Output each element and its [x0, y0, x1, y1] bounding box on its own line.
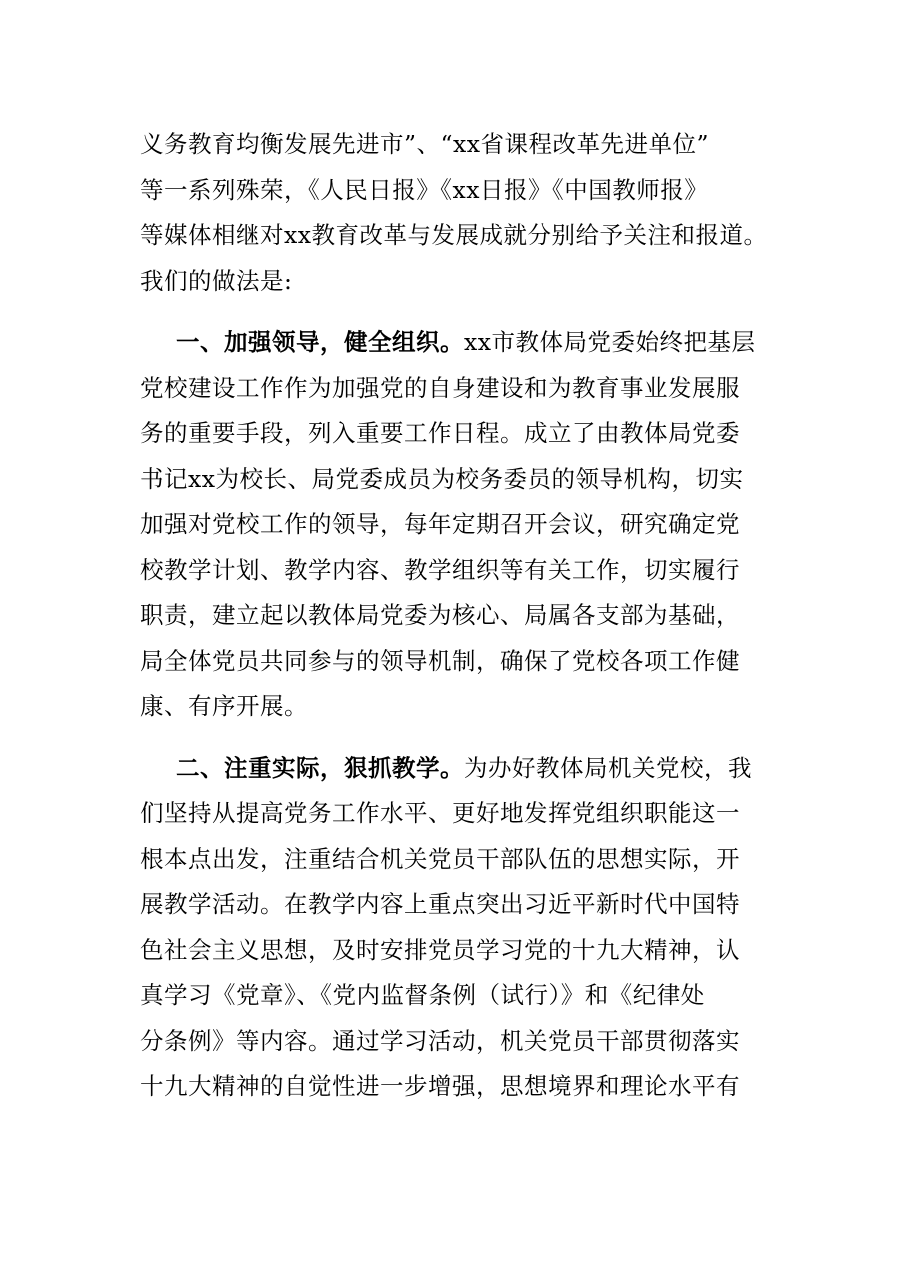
- section2-heading: 二、注重实际，狠抓教学。: [176, 753, 464, 782]
- paragraph-line: 等一系列殊荣，《人民日报》《xx日报》《中国教师报》: [140, 175, 709, 204]
- paragraph-line: 康、有序开展。: [140, 692, 308, 720]
- section2-first-line: [140, 746, 780, 792]
- paragraph-spacer: [140, 304, 780, 320]
- section1-heading: 一、加强领导，健全组织。: [176, 328, 464, 356]
- paragraph-line: 色社会主义思想，及时安排党员学习党的十九大精神，认: [140, 935, 740, 964]
- paragraph-line: 务的重要手段，列入重要工作日程。成立了由教体局党委: [140, 419, 740, 447]
- paragraph-spacer: [140, 730, 780, 746]
- paragraph-line: 根本点出发，注重结合机关党员干部队伍的思想实际，开: [140, 844, 740, 873]
- paragraph-line: 展教学活动。在教学内容上重点突出习近平新时代中国特: [140, 890, 740, 918]
- paragraph-line: 真学习《党章》、《党内监督条例（试行）》和《纪律处: [140, 981, 705, 1009]
- paragraph-line: 等媒体相继对xx教育改革与发展成就分别给予关注和报道。: [140, 221, 768, 249]
- paragraph-line: 分条例》等内容。通过学习活动，机关党员干部贯彻落实: [140, 1026, 740, 1055]
- document-body: [140, 122, 780, 1110]
- paragraph-line: 党校建设工作作为加强党的自身建设和为教育事业发展服: [140, 373, 740, 402]
- paragraph-line: 们坚持从提高党务工作水平、更好地发挥党组织职能这一: [140, 799, 740, 827]
- paragraph-line: 义务教育均衡发展先进市”、“xx省课程改革先进单位”: [140, 130, 710, 158]
- paragraph-line: 书记xx为校长、局党委成员为校务委员的领导机构，切实: [140, 464, 744, 493]
- section1-first-line-text: xx市教体局党委始终把基层: [464, 328, 756, 356]
- paragraph-line: 加强对党校工作的领导，每年定期召开会议，研究确定党: [140, 510, 740, 538]
- paragraph-line: 局全体党员共同参与的领导机制，确保了党校各项工作健: [140, 646, 740, 675]
- paragraph-line: 我们的做法是:: [140, 266, 293, 295]
- section2-first-line-text: 为办好教体局机关党校，我: [464, 753, 752, 782]
- paragraph-line: 职责，建立起以教体局党委为核心、局属各支部为基础，: [140, 601, 740, 629]
- paragraph-line: 校教学计划、教学内容、教学组织等有关工作，切实履行: [140, 555, 740, 584]
- paragraph-line: 十九大精神的自觉性进一步增强，思想境界和理论水平有: [140, 1072, 740, 1100]
- section1-first-line: [140, 320, 780, 366]
